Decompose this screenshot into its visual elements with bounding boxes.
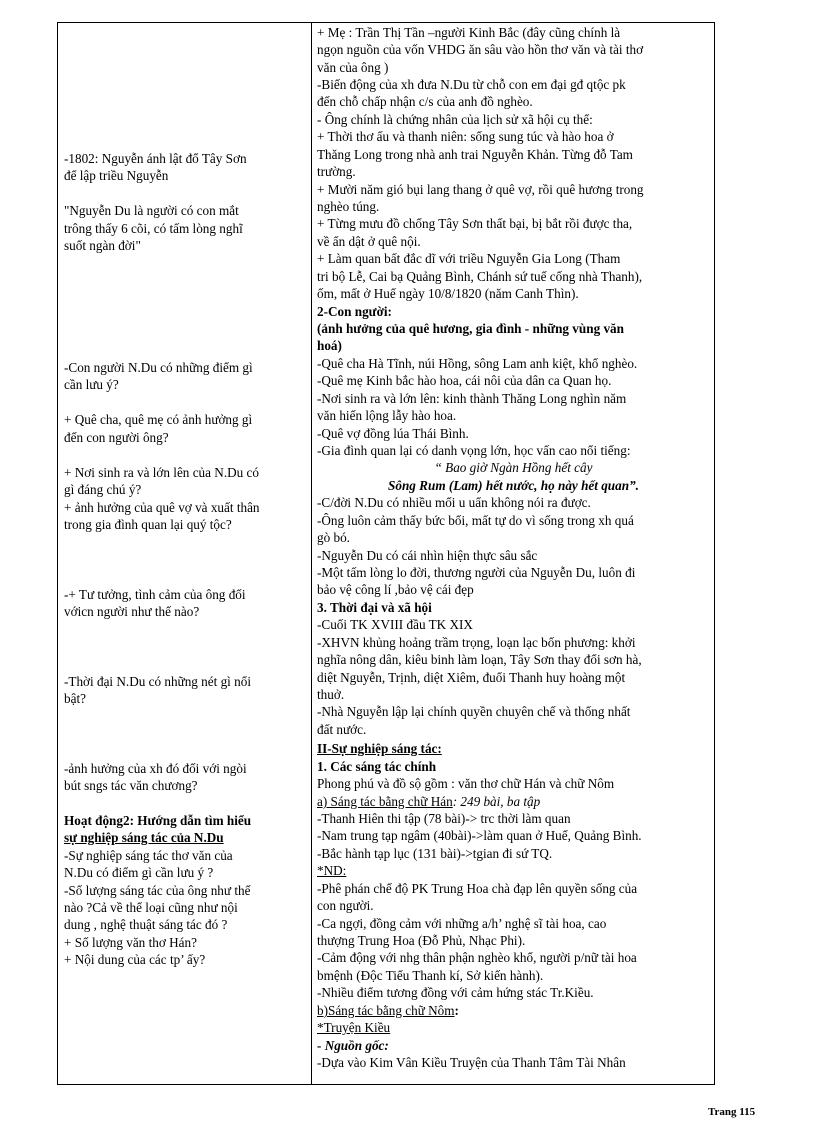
page-number: Trang 115 — [708, 1106, 756, 1118]
right-line: -Biến động của xh đưa N.Du từ chỗ con em đại gđ qtộc pk — [317, 77, 626, 92]
right-line: đến chỗ chấp nhận c/s của anh đồ nghèo. — [317, 94, 533, 109]
left-line: suốt ngàn đời" — [64, 238, 141, 253]
right-line: thuở. — [317, 687, 345, 702]
left-line: + Nội dung của các tp’ ấy? — [64, 952, 206, 967]
right-line: về ẩn dật ở quê nội. — [317, 234, 421, 249]
right-line: -Bắc hành tạp lục (131 bài)->tgian đi sứ TQ. — [317, 846, 553, 861]
left-heading: Hoạt động2: Hướng dẫn tìm hiểu — [64, 813, 252, 828]
right-line: -Thanh Hiên thi tập (78 bài)-> trc thời làm quan — [317, 811, 571, 826]
right-line: -Quê cha Hà Tĩnh, núi Hồng, sông Lam anh kiệt, khổ nghèo. — [317, 356, 638, 371]
folk-verse-line: Sông Rum (Lam) hết nước, họ này hết quan”. — [388, 478, 639, 493]
right-line: -Nơi sinh ra và lớn lên: kinh thành Thăng Long nghìn năm — [317, 391, 627, 406]
left-line: nào ?Cả về thể loại cũng như nội — [64, 900, 238, 915]
left-line: + Nơi sinh ra và lớn lên của N.Du có — [64, 465, 259, 480]
section-subheading: (ảnh hưởng của quê hương, gia đình - những vùng văn — [317, 321, 624, 336]
left-line: -Thời đại N.Du có những nét gì nổi — [64, 674, 251, 689]
right-line: nghĩa nông dân, kiêu binh làm loạn, Tây Sơn thay đổi sơn hà, — [317, 652, 642, 667]
folk-verse-line: “ Bao giờ Ngàn Hồng hết cây — [434, 460, 593, 475]
right-line: + Thời thơ ấu và thanh niên: sống sung túc và hào hoa ở — [317, 129, 614, 144]
column-divider — [311, 23, 312, 1084]
right-line: đất nước. — [317, 722, 367, 737]
content-table — [57, 22, 715, 1085]
han-heading — [317, 793, 540, 810]
right-line: con người. — [317, 898, 374, 913]
nom-heading-label: b)Sáng tác bằng chữ Nôm — [317, 1003, 455, 1018]
left-line: gì đáng chú ý? — [64, 482, 142, 497]
right-line: bmệnh (Độc Tiểu Thanh kí, Sở kiến hành). — [317, 968, 544, 983]
left-line: để lập triều Nguyễn — [64, 168, 169, 183]
right-line: -Gia đình quan lại có danh vọng lớn, học vấn cao nổi tiếng: — [317, 443, 631, 458]
left-line: -Con người N.Du có những điểm gì — [64, 360, 253, 375]
work-title: *Truyện Kiều — [317, 1020, 391, 1035]
right-line: ngọn nguồn của vốn VHDG ăn sâu vào hồn thơ văn và tài thơ — [317, 42, 644, 57]
han-heading-detail: : 249 bài, ba tập — [452, 794, 541, 809]
right-line: Phong phú và đồ sộ gồm : văn thơ chữ Hán và chữ Nôm — [317, 776, 615, 791]
right-line: + Từng mưu đồ chống Tây Sơn thất bại, bị bắt rồi được tha, — [317, 216, 633, 231]
right-line: -Một tấm lòng lo đời, thương người của Nguyễn Du, luôn đi — [317, 565, 636, 580]
left-line: -Số lượng sáng tác của ông như thế — [64, 883, 251, 898]
right-line: Thăng Long trong nhà anh trai Nguyễn Khản. Từng đỗ Tam — [317, 147, 633, 162]
left-line: -Sự nghiệp sáng tác thơ văn của — [64, 848, 233, 863]
left-line: -ảnh hưởng của xh đó đối với ngòi — [64, 761, 247, 776]
left-line: dung , nghệ thuật sáng tác đó ? — [64, 917, 228, 932]
right-line: -Cảm động với nhg thân phận nghèo khổ, người p/nữ tài hoa — [317, 950, 637, 965]
right-line: -Quê mẹ Kinh bắc hào hoa, cái nôi của dân ca Quan họ. — [317, 373, 612, 388]
left-line: bật? — [64, 691, 86, 706]
right-line: -Ca ngợi, đồng cảm với những a/h’ nghệ sĩ tài hoa, cao — [317, 916, 607, 931]
right-line: văn của ông ) — [317, 60, 389, 75]
right-line: -Nhiều điểm tương đồng với cảm hứng stác Tr.Kiều. — [317, 985, 594, 1000]
left-line: N.Du có điểm gì cần lưu ý ? — [64, 865, 214, 880]
right-line: -Nhà Nguyễn lập lại chính quyền chuyên chế và thống nhất — [317, 704, 631, 719]
left-line: đến con người ông? — [64, 430, 169, 445]
right-line: tri bộ Lễ, Cai bạ Quảng Bình, Chánh sứ tuế cống nhà Thanh), — [317, 269, 643, 284]
right-line: văn hiến lộng lẫy hào hoa. — [317, 408, 457, 423]
left-line: + Số lượng văn thơ Hán? — [64, 935, 197, 950]
right-line: ốm, mất ở Huế ngày 10/8/1820 (năm Canh Thìn). — [317, 286, 579, 301]
left-line: bút sngs tác văn chương? — [64, 778, 198, 793]
nom-heading — [317, 1002, 459, 1019]
left-line: vớicn người như thế nào? — [64, 604, 200, 619]
right-line: -Cuối TK XVIII đầu TK XIX — [317, 617, 473, 632]
left-line: trong gia đình quan lại quý tộc? — [64, 517, 232, 532]
right-line: thượng Trung Hoa (Đỗ Phủ, Nhạc Phi). — [317, 933, 526, 948]
left-line: "Nguyễn Du là người có con mắt — [64, 203, 239, 218]
left-line: trông thấy 6 cõi, có tấm lòng nghĩ — [64, 221, 243, 236]
right-line: + Mười năm gió bụi lang thang ở quê vợ, rồi quê hương trong — [317, 182, 644, 197]
left-line: cần lưu ý? — [64, 377, 119, 392]
left-heading: sự nghiệp sáng tác của N.Du — [64, 830, 224, 845]
section-heading: 1. Các sáng tác chính — [317, 759, 437, 774]
section-heading: 2-Con người: — [317, 304, 392, 319]
right-line: -Nam trung tạp ngâm (40bài)->làm quan ở Huế, Quảng Bình. — [317, 828, 642, 843]
right-line: nghèo túng. — [317, 199, 380, 214]
right-line: + Làm quan bất đắc dĩ với triều Nguyễn Gia Long (Tham — [317, 251, 621, 266]
right-line: diệt Nguyễn, Trịnh, diệt Xiêm, đuổi Thanh huy hoàng một — [317, 670, 626, 685]
right-line: + Mẹ : Trần Thị Tần –người Kinh Bắc (đây cũng chính là — [317, 25, 621, 40]
right-line: -Ông luôn cảm thấy bức bối, mất tự do vì sống trong xh quá — [317, 513, 634, 528]
section-subheading: hoá) — [317, 338, 342, 353]
right-line: -Phê phán chế độ PK Trung Hoa chà đạp lên quyền sống của — [317, 881, 638, 896]
left-line: -1802: Nguyễn ánh lật đổ Tây Sơn — [64, 151, 247, 166]
content-label: *ND: — [317, 863, 347, 878]
origin-heading: - Nguồn gốc: — [317, 1038, 389, 1053]
section-heading: 3. Thời đại và xã hội — [317, 600, 432, 615]
right-line: bảo vệ công lí ,bảo vệ cái đẹp — [317, 582, 474, 597]
left-line: + ảnh hưởng của quê vợ và xuất thân — [64, 500, 260, 515]
nom-heading-colon: : — [454, 1003, 459, 1018]
right-line: -Quê vợ đồng lúa Thái Bình. — [317, 426, 469, 441]
right-line: gò bó. — [317, 530, 350, 545]
section-heading: II-Sự nghiệp sáng tác: — [317, 741, 442, 756]
right-line: -Dựa vào Kim Vân Kiều Truyện của Thanh Tâm Tài Nhân — [317, 1055, 626, 1070]
left-line: + Quê cha, quê mẹ có ảnh hưởng gì — [64, 412, 253, 427]
han-heading-label: a) Sáng tác bằng chữ Hán — [317, 794, 453, 809]
right-line: -Nguyễn Du có cái nhìn hiện thực sâu sắc — [317, 548, 538, 563]
left-line: -+ Tư tưởng, tình cảm của ông đối — [64, 587, 246, 602]
right-line: -C/đời N.Du có nhiều mối u uẩn không nói ra được. — [317, 495, 591, 510]
right-line: - Ông chính là chứng nhân của lịch sử xã hội cụ thể: — [317, 112, 593, 127]
right-line: -XHVN khủng hoảng trầm trọng, loạn lạc bốn phương: khởi — [317, 635, 636, 650]
right-line: trường. — [317, 164, 356, 179]
